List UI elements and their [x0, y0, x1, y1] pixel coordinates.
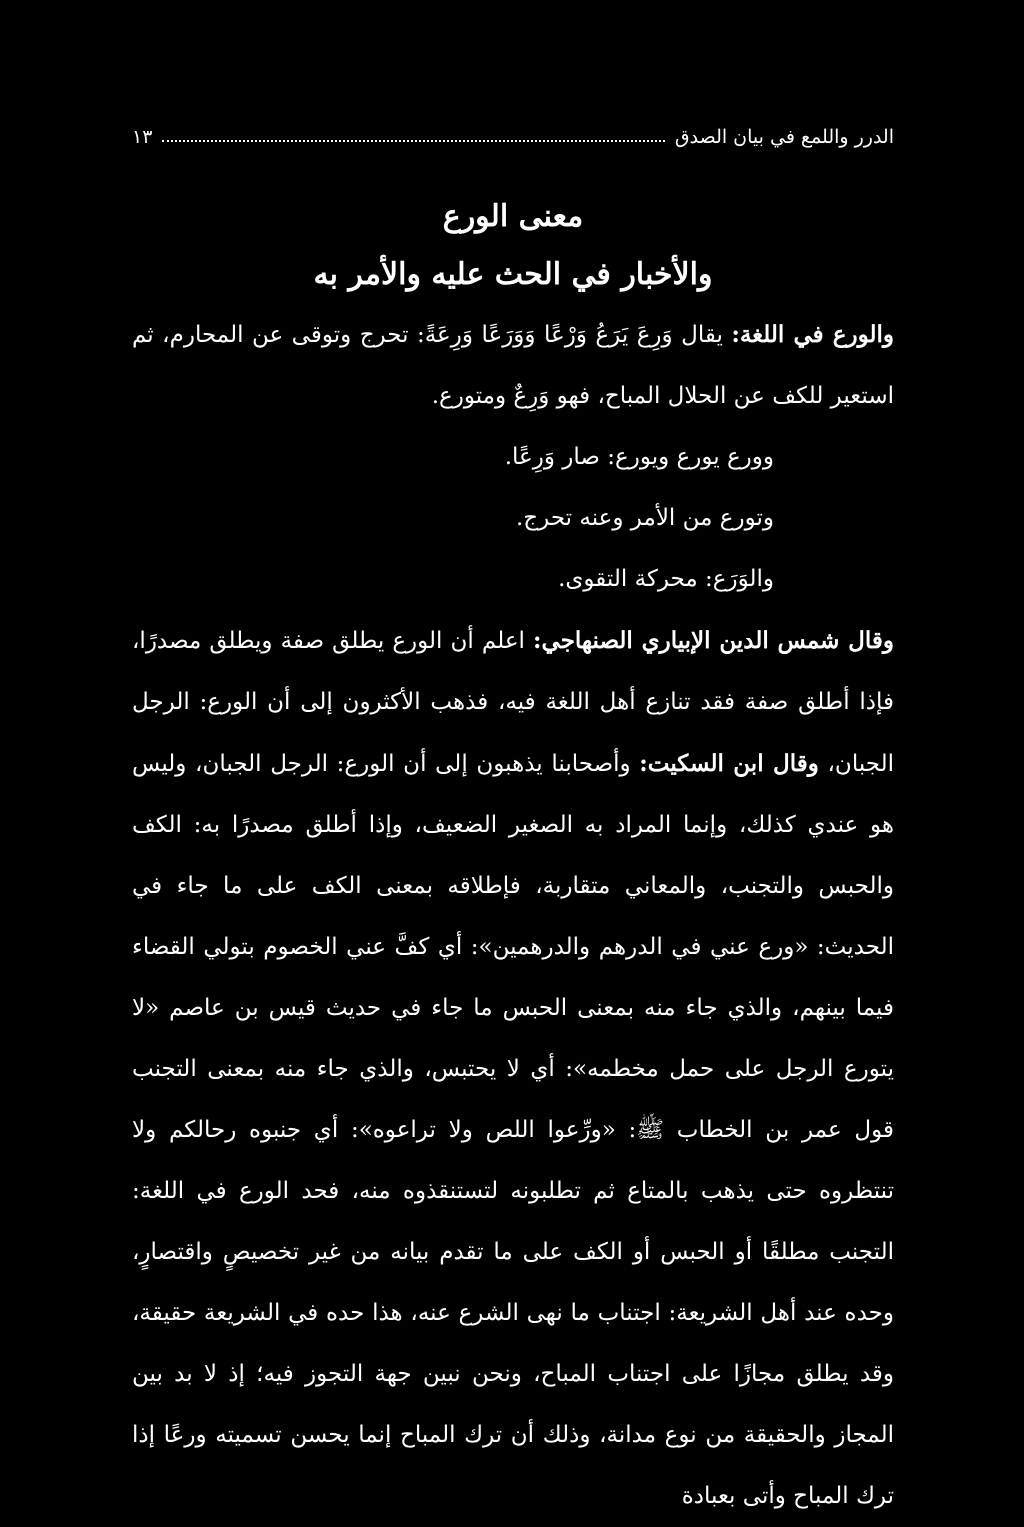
paragraph-tawarra: وتورع من الأمر وعنه تحرج. — [515, 505, 774, 531]
paragraph-text: اعلم أن الورع يطلق صفة ويطلق مصدرًا، فإذا أطلق صفة فقد تنازع أهل اللغة فيه، فذهب الأكثرون إلى أن الورع: الرجل الجبان، — [132, 628, 895, 777]
paragraph-lead: وقال ابن السكيت: — [639, 750, 819, 777]
paragraph-text: وأصحابنا يذهبون إلى أن الورع: الرجل الجبان، وليس هو عندي كذلك، وإنما المراد به الصغير الضعيف، وإذا أطلق مصدرًا به: الكف والحبس والتجنب، والمعاني متقاربة، فإطلاقه بمعنى الكف على ما جاء في الحديث: «ورع عني في الدرهم والدرهمين»: أي كفَّ عني الخصوم بتولي القضاء فيما بينهم، والذي جاء منه بمعنى الحبس ما جاء في حديث قيس بن عاصم «لا يتورع الرجل على حمل مخطمه»: أي لا يحتبس، والذي جاء منه بمعنى التجنب قول عمر بن الخطاب ﷺ: «ورِّعوا اللص ولا تراعوه»: أي جنبوه رحالكم ولا تنتظروه حتى يذهب بالمتاع ثم تطلبونه لتستنقذوه منه، فحد الورع في اللغة: التجنب مطلقًا أو الحبس أو الكف على ما تقدم بيانه من غير تخصيصٍ واقتصارٍ، وحده عند أهل الشريعة: اجتناب ما نهى الشرع عنه، هذا حده في الشريعة حقيقة، وقد يطلق مجازًا على اجتناب المباح، ونحن نبين جهة التجوز فيه؛ إذ لا بد بين المجاز والحقيقة من نوع مدانة، وذلك أن ترك المباح إنما يحسن تسميته ورعًا إذا ترك المباح وأتى بعبادة — [132, 751, 894, 1509]
running-header-title: الدرر واللمع في بيان الصدق — [674, 126, 894, 148]
book-page — [132, 120, 894, 1527]
paragraph-definition — [132, 304, 894, 427]
section-subtitle: والأخبار في الحث عليه والأمر به — [313, 257, 713, 292]
running-header — [132, 120, 894, 154]
section-title: معنى الورع — [442, 199, 584, 234]
page-number: ١٣ — [132, 126, 153, 148]
paragraph-verb-forms: وورع يورع ويورع: صار وَرِعًا. — [504, 444, 774, 470]
paragraph-lead: والورع في اللغة: — [731, 321, 895, 348]
body-text — [132, 304, 894, 1527]
dot-leader — [162, 140, 664, 142]
paragraph-lead: وقال شمس الدين الإبياري الصنهاجي: — [533, 627, 894, 654]
paragraph-text: يقال وَرِعَ يَرَعُ وَرْعًا وَوَرَعًا وَرِعَةً: تحرج وتوقى عن المحارم، ثم استعير للكف عن الحلال المباح، فهو وَرِعٌ ومتورع. — [132, 322, 894, 409]
paragraph-wara-noun: والوَرَع: محركة التقوى. — [558, 566, 774, 592]
paragraph-ibyari-quote — [132, 610, 894, 1527]
